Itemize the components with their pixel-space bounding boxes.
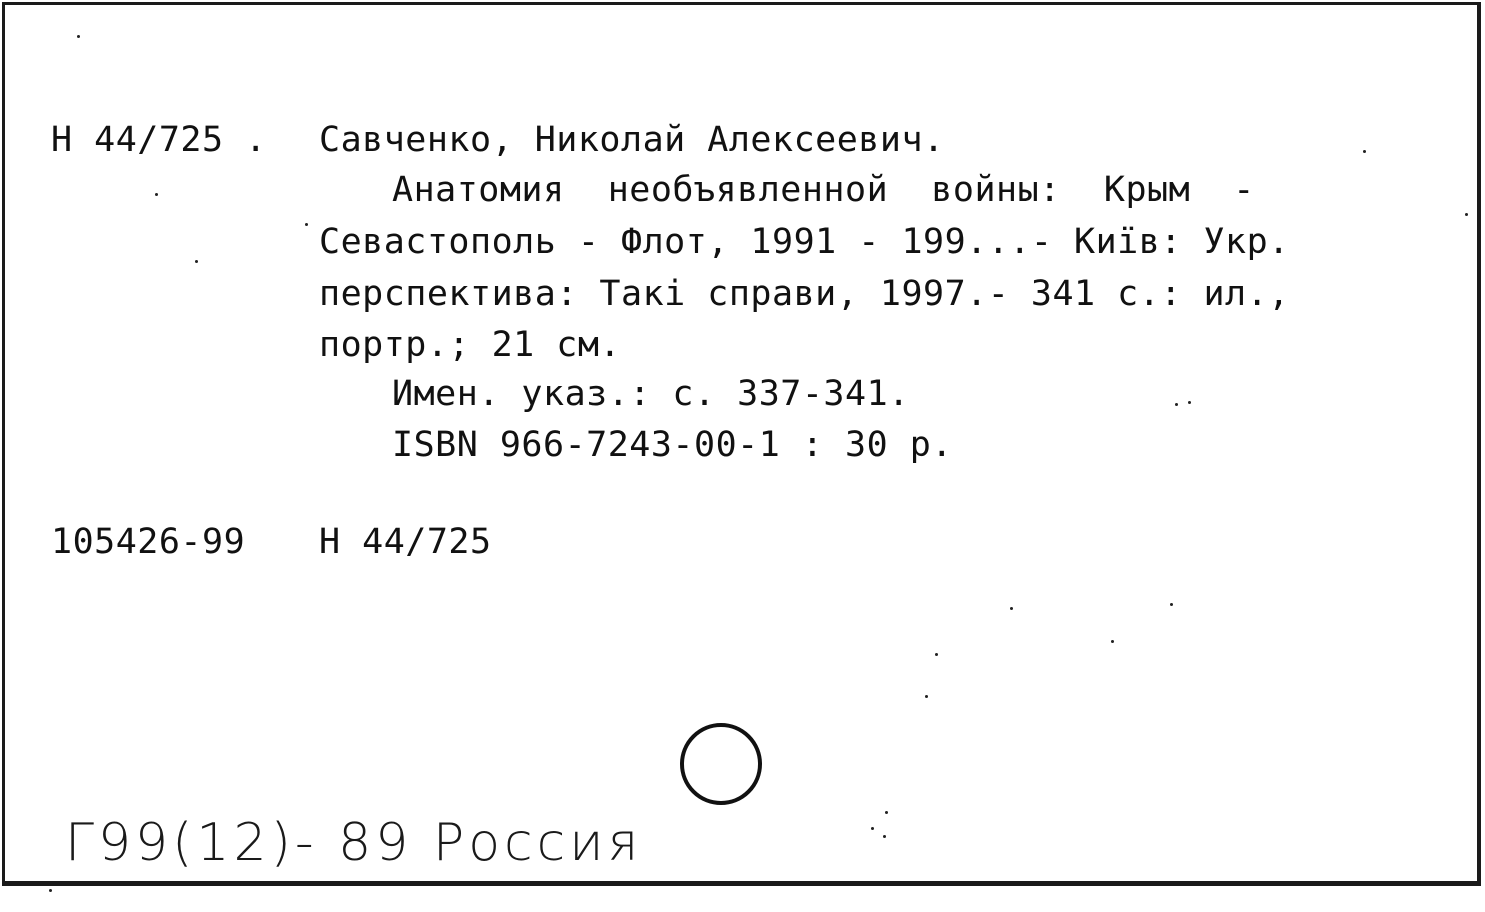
author-heading: Савченко, Николай Алексеевич. [319,120,945,160]
scan-speck [1175,403,1178,406]
scan-speck [935,653,938,656]
scan-speck [1465,213,1468,216]
call-number: Н 44/725 . [51,120,267,160]
scan-speck [871,827,874,830]
scan-speck [925,695,928,698]
title-line-1: Анатомия необъявленной войны: Крым - [392,170,1255,210]
scan-speck [1363,150,1366,153]
scan-speck [1010,607,1013,610]
punch-hole [680,723,762,805]
isbn-price: ISBN 966-7243-00-1 : 30 р. [392,425,953,465]
scan-speck [885,811,888,814]
scan-speck [155,193,158,196]
scan-speck [1188,401,1191,404]
scan-speck [1111,640,1114,643]
scan-speck [195,260,198,263]
title-line-2: Севастополь - Флот, 1991 - 199...- Київ: Укр. [319,222,1290,262]
scan-speck [1170,603,1173,606]
handwritten-classification: Г99(12)- 89 Россия [65,813,643,873]
name-index-note: Имен. указ.: с. 337-341. [392,374,910,414]
inventory-number: 105426-99 [51,522,246,562]
catalog-card [2,2,1481,886]
title-line-3: перспектива: Такі справи, 1997.- 341 с.: ил., [319,274,1290,314]
scan-speck [305,223,308,226]
scan-speck [49,889,52,892]
title-line-4: портр.; 21 см. [319,325,622,365]
shelf-mark: Н 44/725 [319,522,492,562]
scan-speck [883,835,886,838]
scan-speck [77,35,80,38]
